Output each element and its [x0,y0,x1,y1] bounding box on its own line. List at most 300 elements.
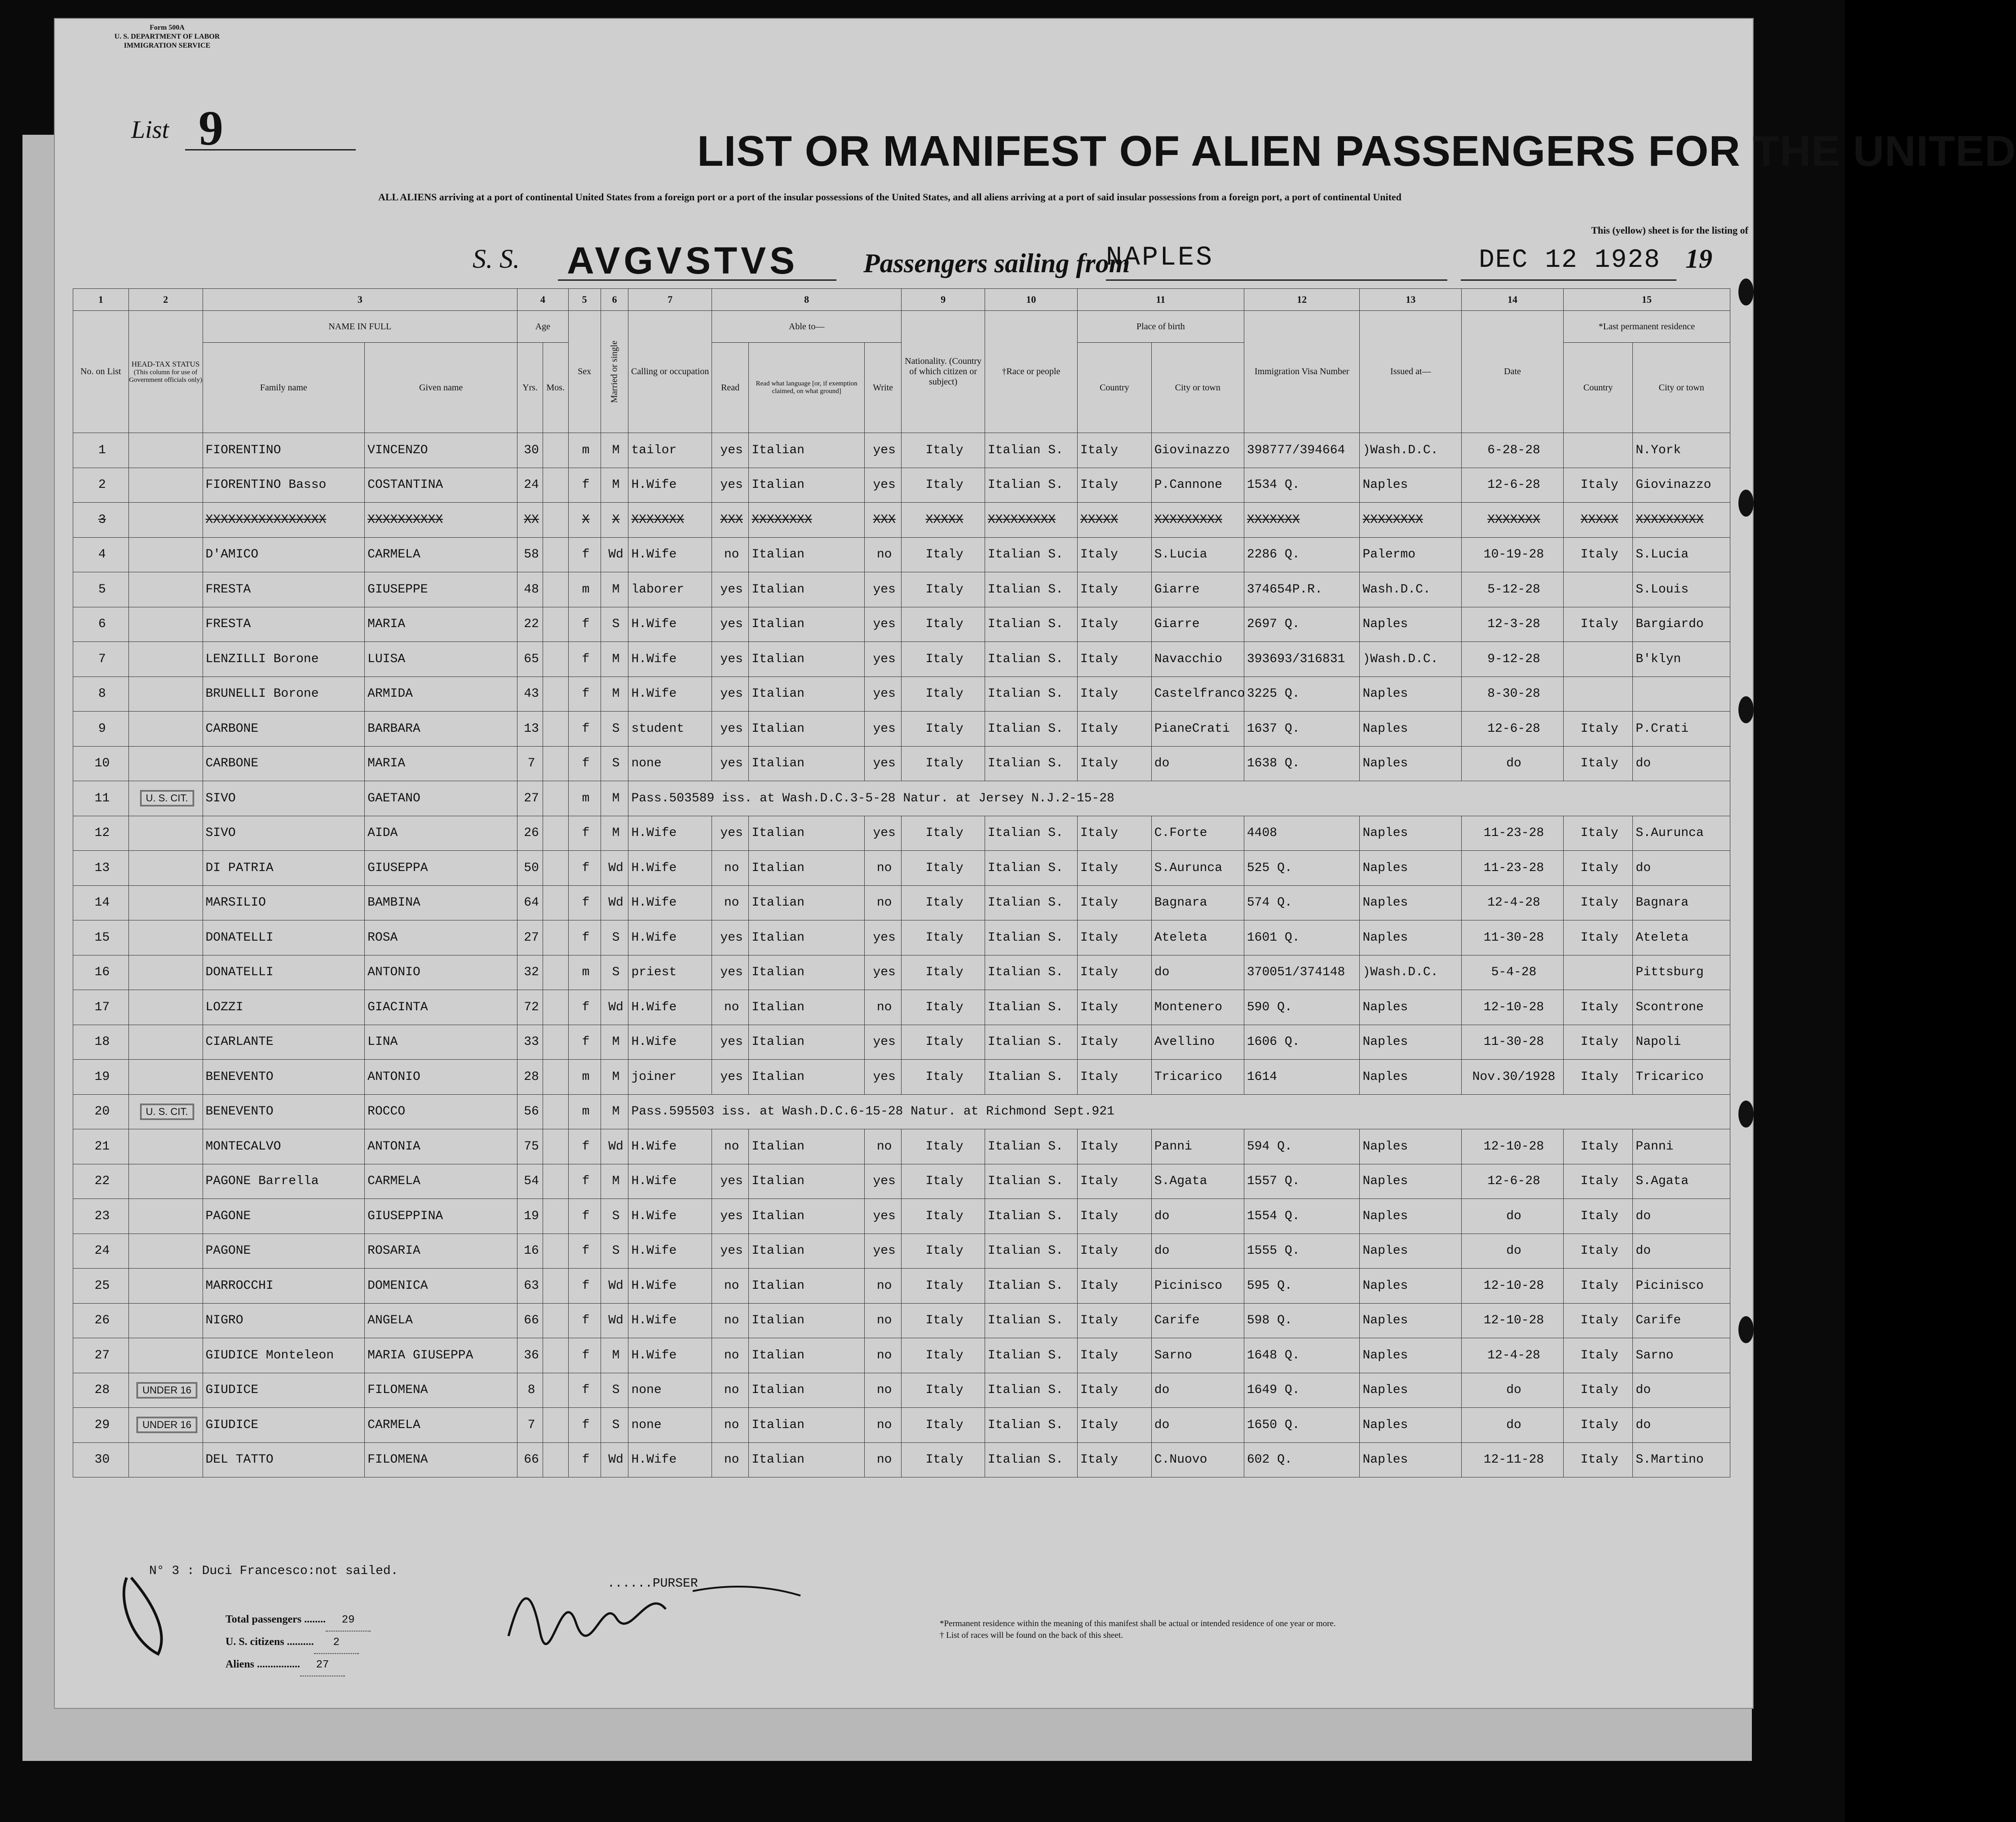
row-number: 8 [73,677,129,712]
occupation: H.Wife [628,677,712,712]
table-row [73,920,1730,955]
read-language: Italian [749,851,865,886]
can-read: yes [712,816,748,851]
row-number: 16 [73,955,129,990]
read-language: Italian [749,1408,865,1443]
residence-country: Italy [1563,1338,1633,1373]
residence-city: Ateleta [1633,920,1730,955]
read-language: Italian [749,1060,865,1095]
head-tax-status [128,816,203,851]
given-name: ARMIDA [365,677,517,712]
nationality: Italy [902,1373,985,1408]
issued-at: Naples [1360,607,1462,642]
head-tax-status [128,955,203,990]
birth-city: do [1151,1373,1244,1408]
sailing-from-label: Passengers sailing from [863,248,1130,278]
total-passengers-label: Total passengers [225,1614,302,1625]
nationality: Italy [902,433,985,468]
can-read: no [712,885,748,920]
header-yrs: Yrs. [517,343,543,433]
age-years: 13 [517,712,543,747]
age-years: 66 [517,1442,543,1477]
head-tax-status [128,712,203,747]
list-number-rule [185,149,356,150]
given-name: ANTONIO [365,955,517,990]
can-write: yes [864,955,901,990]
residence-country [1563,642,1633,677]
age-years: 27 [517,920,543,955]
header-married: Married or single [601,311,628,433]
race: Italian S. [985,1338,1077,1373]
header-race: †Race or people [985,311,1077,433]
age-years: 27 [517,781,543,816]
birth-city: Montenero [1151,990,1244,1025]
page-mark-scribble [113,1569,176,1658]
birth-country: Italy [1077,468,1151,503]
header-nationality: Nationality. (Country of which citizen or subject) [902,311,985,433]
family-name: GIUDICE [203,1373,365,1408]
age-years: 32 [517,955,543,990]
read-language: Italian [749,955,865,990]
birth-country: Italy [1077,990,1151,1025]
table-row [73,1025,1730,1060]
age-years: 26 [517,816,543,851]
header-able-to: Able to— [712,311,901,343]
given-name: AIDA [365,816,517,851]
head-tax-status [128,990,203,1025]
family-name: CIARLANTE [203,1025,365,1060]
family-name: BENEVENTO [203,1094,365,1129]
aliens-line: Aliens ................ 27 [225,1654,371,1676]
row-number: 3 [73,503,129,538]
ss-prefix: S. S. [473,244,520,274]
residence-country: Italy [1563,990,1633,1025]
can-write: no [864,885,901,920]
residence-city: do [1633,746,1730,781]
residence-city [1633,677,1730,712]
sex: f [568,816,601,851]
read-language: Italian [749,642,865,677]
row-number: 9 [73,712,129,747]
occupation: joiner [628,1060,712,1095]
colnum: 11 [1077,289,1244,311]
residence-city: Bagnara [1633,885,1730,920]
can-write: no [864,990,901,1025]
marital-status: M [601,1060,628,1095]
can-write: no [864,1338,901,1373]
nationality: Italy [902,1060,985,1095]
row-number: 29 [73,1408,129,1443]
can-write: no [864,1373,901,1408]
age-months [543,537,568,572]
birth-city: Giarre [1151,607,1244,642]
binder-hole [1738,1101,1754,1128]
head-tax-status [128,503,203,538]
sex: X [568,503,601,538]
header-no-on-list: No. on List [73,311,129,433]
occupation: H.Wife [628,642,712,677]
can-write: XXX [864,503,901,538]
age-months [543,1164,568,1199]
visa-number: 595 Q. [1244,1269,1360,1304]
age-months [543,816,568,851]
birth-city: S.Agata [1151,1164,1244,1199]
table-row [73,1060,1730,1095]
row-number: 13 [73,851,129,886]
visa-number: 1648 Q. [1244,1338,1360,1373]
issued-at: Naples [1360,746,1462,781]
race: Italian S. [985,1373,1077,1408]
colnum: 3 [203,289,517,311]
birth-city: Giarre [1151,572,1244,607]
family-name: FIORENTINO [203,433,365,468]
issue-date: 12-4-28 [1462,885,1564,920]
family-name: FRESTA [203,607,365,642]
issued-at: Palermo [1360,537,1462,572]
visa-number: 1638 Q. [1244,746,1360,781]
head-tax-status [128,1269,203,1304]
occupation: H.Wife [628,990,712,1025]
table-row [73,1442,1730,1477]
birth-city: C.Forte [1151,816,1244,851]
birth-city: Castelfranco [1151,677,1244,712]
marital-status: Wd [601,1269,628,1304]
birth-country: Italy [1077,1373,1151,1408]
row-number: 6 [73,607,129,642]
age-months [543,746,568,781]
visa-number: 598 Q. [1244,1303,1360,1338]
age-years: 7 [517,1408,543,1443]
date-rule [1461,279,1676,281]
us-citizens-line: U. S. citizens .......... 2 [225,1632,371,1654]
aliens-label: Aliens [225,1658,255,1670]
given-name: BARBARA [365,712,517,747]
residence-country [1563,677,1633,712]
occupation: H.Wife [628,1442,712,1477]
race: XXXXXXXXX [985,503,1077,538]
visa-number: 1534 Q. [1244,468,1360,503]
issue-date: 12-10-28 [1462,1303,1564,1338]
form-number: Form 500A [150,24,185,31]
visa-number: 4408 [1244,816,1360,851]
residence-city: Picinisco [1633,1269,1730,1304]
can-write: no [864,1442,901,1477]
issued-at: Naples [1360,1408,1462,1443]
can-read: yes [712,1025,748,1060]
head-tax-status [128,1303,203,1338]
birth-country: Italy [1077,1303,1151,1338]
marital-status: S [601,920,628,955]
header-last-residence: *Last permanent residence [1563,311,1730,343]
manifest-title: LIST OR MANIFEST OF ALIEN PASSENGERS FOR THE UNITED [697,127,2016,175]
residence-country: Italy [1563,920,1633,955]
head-tax-status [128,920,203,955]
occupation: H.Wife [628,1199,712,1234]
sex: f [568,1408,601,1443]
can-read: yes [712,433,748,468]
race: Italian S. [985,1025,1077,1060]
family-name: DEL TATTO [203,1442,365,1477]
colnum: 9 [902,289,985,311]
residence-country: XXXXX [1563,503,1633,538]
colnum: 12 [1244,289,1360,311]
footnote-races: † List of races will be found on the back of this sheet. [940,1631,1123,1640]
nationality: Italy [902,955,985,990]
purser-signature-line: ......PURSER [607,1577,698,1591]
can-write: yes [864,1199,901,1234]
head-tax-status [128,1338,203,1373]
birth-city: S.Aurunca [1151,851,1244,886]
read-language: Italian [749,1303,865,1338]
colnum: 6 [601,289,628,311]
family-name: PAGONE Barrella [203,1164,365,1199]
family-name: PAGONE [203,1199,365,1234]
family-name: LENZILLI Borone [203,642,365,677]
residence-city: S.Aurunca [1633,816,1730,851]
sex: m [568,572,601,607]
nationality: Italy [902,816,985,851]
colnum: 8 [712,289,901,311]
can-write: no [864,851,901,886]
issue-date: 12-6-28 [1462,712,1564,747]
birth-city: Picinisco [1151,1269,1244,1304]
read-language: Italian [749,920,865,955]
race: Italian S. [985,433,1077,468]
age-months [543,1060,568,1095]
head-tax-status [128,607,203,642]
row-number: 17 [73,990,129,1025]
marital-status: S [601,955,628,990]
birth-country: Italy [1077,1199,1151,1234]
family-name: GIUDICE Monteleon [203,1338,365,1373]
residence-city: XXXXXXXXX [1633,503,1730,538]
table-row [73,1408,1730,1443]
header-read-language: Read what language [or, if exemption claimed, on what ground] [749,343,865,433]
visa-number: 393693/316831 [1244,642,1360,677]
head-tax-status [128,433,203,468]
manifest-intro-text: ALL ALIENS arriving at a port of continental United States from a foreign port or a port of the insular possessions of the United States, and all aliens arriving at a port of said insular possessions from a foreign port, a port of continental United [378,191,1401,203]
read-language: Italian [749,1164,865,1199]
head-tax-status [128,1129,203,1164]
issue-date: do [1462,746,1564,781]
visa-number: 1601 Q. [1244,920,1360,955]
head-tax-status [128,1060,203,1095]
age-months [543,572,568,607]
can-read: no [712,1303,748,1338]
row-number: 28 [73,1373,129,1408]
head-tax-title: HEAD-TAX STATUS [131,359,200,368]
age-years: 63 [517,1269,543,1304]
family-name: XXXXXXXXXXXXXXXX [203,503,365,538]
can-read: yes [712,468,748,503]
total-passengers-value: 29 [326,1610,371,1632]
residence-city: do [1633,1199,1730,1234]
table-row [73,1199,1730,1234]
purser-signature-scribble [504,1569,818,1658]
nationality: Italy [902,1338,985,1373]
occupation: H.Wife [628,1164,712,1199]
occupation: H.Wife [628,920,712,955]
sex: f [568,920,601,955]
issue-date: 9-12-28 [1462,642,1564,677]
birth-country: Italy [1077,1269,1151,1304]
read-language: Italian [749,746,865,781]
given-name: ANGELA [365,1303,517,1338]
table-row [73,1303,1730,1338]
race: Italian S. [985,746,1077,781]
issue-date: 11-23-28 [1462,851,1564,886]
age-months [543,955,568,990]
table-row [73,1234,1730,1269]
race: Italian S. [985,1303,1077,1338]
table-row [73,677,1730,712]
read-language: Italian [749,885,865,920]
read-language: Italian [749,537,865,572]
marital-status: Wd [601,851,628,886]
residence-city: Panni [1633,1129,1730,1164]
marital-status: M [601,572,628,607]
age-years: 30 [517,433,543,468]
occupation: none [628,746,712,781]
can-write: yes [864,920,901,955]
can-write: yes [864,1164,901,1199]
read-language: Italian [749,677,865,712]
occupation: laborer [628,572,712,607]
issued-at: Naples [1360,851,1462,886]
read-language: Italian [749,712,865,747]
given-name: CARMELA [365,1164,517,1199]
occupation: H.Wife [628,1303,712,1338]
table-row [73,607,1730,642]
visa-number: 594 Q. [1244,1129,1360,1164]
marital-status: M [601,816,628,851]
department-name: U. S. DEPARTMENT OF LABOR [114,33,220,40]
nationality: Italy [902,990,985,1025]
given-name: GIACINTA [365,990,517,1025]
issued-at: Naples [1360,1234,1462,1269]
given-name: COSTANTINA [365,468,517,503]
binder-hole [1738,279,1754,305]
head-tax-status [128,746,203,781]
issued-at: Naples [1360,1199,1462,1234]
head-tax-status [128,1373,203,1408]
read-language: XXXXXXXX [749,503,865,538]
can-write: no [864,1269,901,1304]
row-number: 14 [73,885,129,920]
age-months [543,712,568,747]
header-issued-at: Issued at— [1360,311,1462,433]
header-birth-city: City or town [1151,343,1244,433]
birth-country: Italy [1077,1338,1151,1373]
can-write: yes [864,642,901,677]
age-months [543,1094,568,1129]
issued-at: Naples [1360,816,1462,851]
residence-country [1563,433,1633,468]
issued-at: Naples [1360,920,1462,955]
race: Italian S. [985,677,1077,712]
occupation: H.Wife [628,1129,712,1164]
residence-city: S.Agata [1633,1164,1730,1199]
read-language: Italian [749,1269,865,1304]
marital-status: S [601,712,628,747]
birth-country: Italy [1077,1025,1151,1060]
read-language: Italian [749,468,865,503]
nationality: Italy [902,537,985,572]
marital-status: M [601,468,628,503]
sex: f [568,1234,601,1269]
issued-at: )Wash.D.C. [1360,955,1462,990]
age-years: 54 [517,1164,543,1199]
visa-number: 1554 Q. [1244,1199,1360,1234]
residence-country: Italy [1563,746,1633,781]
birth-city: do [1151,1408,1244,1443]
residence-city: Bargiardo [1633,607,1730,642]
family-name: MONTECALVO [203,1129,365,1164]
residence-country: Italy [1563,1303,1633,1338]
binder-hole [1738,490,1754,517]
status-stamp: UNDER 16 [137,1382,197,1398]
can-read: yes [712,607,748,642]
age-months [543,1338,568,1373]
row-number: 12 [73,816,129,851]
residence-city: Napoli [1633,1025,1730,1060]
age-years: 48 [517,572,543,607]
port-rule [1106,279,1447,281]
manifest-rows [73,433,1730,1477]
birth-city: Sarno [1151,1338,1244,1373]
race: Italian S. [985,816,1077,851]
sex: f [568,885,601,920]
age-years: 22 [517,607,543,642]
occupation: H.Wife [628,851,712,886]
residence-city: S.Louis [1633,572,1730,607]
can-write: yes [864,746,901,781]
nationality: Italy [902,677,985,712]
can-write: yes [864,1060,901,1095]
sex: f [568,1338,601,1373]
issued-at: Wash.D.C. [1360,572,1462,607]
can-read: yes [712,1164,748,1199]
nationality: Italy [902,572,985,607]
manifest-table-container [73,288,1730,1555]
table-row [73,642,1730,677]
age-years: 24 [517,468,543,503]
family-name: BENEVENTO [203,1060,365,1095]
aliens-value: 27 [300,1655,345,1676]
nationality: Italy [902,1025,985,1060]
occupation: priest [628,955,712,990]
nationality: Italy [902,746,985,781]
race: Italian S. [985,1060,1077,1095]
visa-number: 574 Q. [1244,885,1360,920]
occupation: H.Wife [628,468,712,503]
nationality: Italy [902,1303,985,1338]
family-name: LOZZI [203,990,365,1025]
table-row [73,990,1730,1025]
issued-at: Naples [1360,1164,1462,1199]
colnum: 14 [1462,289,1564,311]
issued-at: XXXXXXXX [1360,503,1462,538]
nationality: Italy [902,885,985,920]
marital-status: S [601,1199,628,1234]
departure-date: DEC 12 1928 [1479,246,1661,275]
age-months [543,468,568,503]
race: Italian S. [985,1408,1077,1443]
issued-at: Naples [1360,1025,1462,1060]
sex: f [568,1269,601,1304]
race: Italian S. [985,1269,1077,1304]
total-passengers-line: Total passengers ........ 29 [225,1609,371,1632]
